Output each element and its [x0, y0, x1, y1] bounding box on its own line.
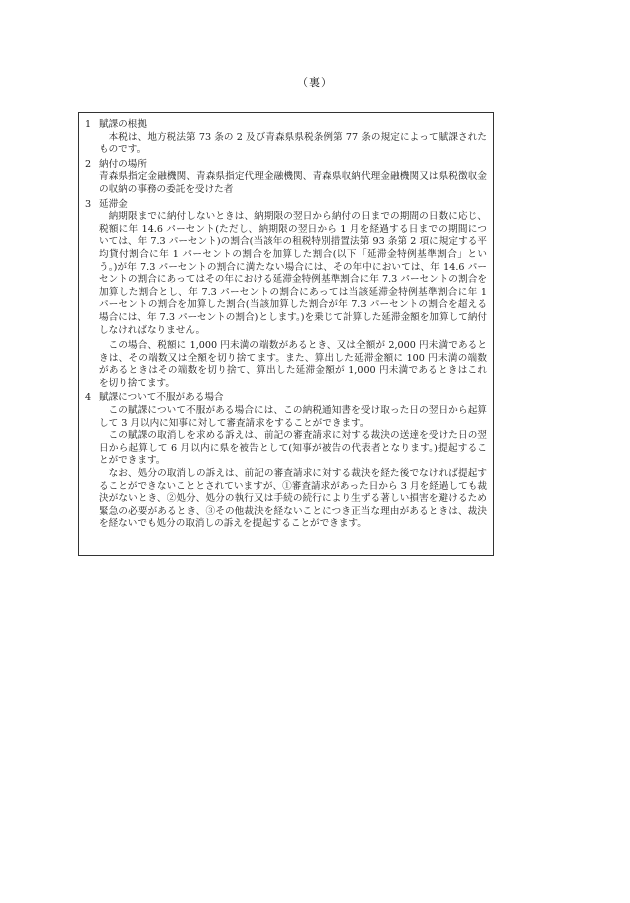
section-title: 延滞金 [99, 198, 128, 210]
section-heading [85, 199, 487, 212]
section-title: 賦課の根拠 [99, 119, 147, 130]
section-number: 2 [85, 158, 92, 170]
section-paragraph: 本税は、地方税法第 73 条の 2 及び青森県県税条例第 77 条の規定によって賦課されたものです。 [99, 131, 487, 156]
section-number: 3 [85, 198, 92, 210]
section-title: 納付の場所 [99, 158, 147, 170]
section-number: 4 [85, 392, 92, 404]
section-paragraph: 納期限までに納付しないときは、納期限の翌日から納付の日までの期間の日数に応じ、税額に年 14.6 パーセント(ただし、納期限の翌日から 1 月を経過する日までの期間については、年 7.3 パーセント)の割合(当該年の租税特別措置法第 93 条第 2 項に規定する平均貸付割合に年 1 パーセントの割合を加算した割合(以下「延滞金特例基準割合」という。)が年 7.3 パーセントの割合に満たない場合には、その年中においては、年 14.6 パーセントの割合にあってはその年における延滞金特例基準割合に年 7.3 パーセントの割合を加算した割合とし、年 7.3 パーセントの割合にあっては当該延滞金特例基準割合に年 1 パーセントの割合を加算した割合(当該加算した割合が年 7.3 パーセントの割合を超える場合には、年 7.3 パーセントの割合)とします。)を乗じて計算した延滞金額を加算して納付しなければなりません。 [99, 211, 487, 336]
section-basis-of-taxation [85, 119, 487, 157]
section-paragraph: この賦課の取消しを求める訴えは、前記の審査請求に対する裁決の送達を受けた日の翌日から起算して 6 月以内に県を被告として(知事が被告の代表者となります。)提起することができます。 [99, 430, 487, 467]
section-title: 賦課について不服がある場合 [99, 392, 224, 404]
section-objection [85, 392, 487, 531]
section-number: 1 [85, 119, 92, 130]
section-heading [85, 159, 487, 172]
section-paragraph: この賦課について不服がある場合には、この納税通知書を受け取った日の翌日から起算して 3 月以内に知事に対して審査請求をすることができます。 [99, 405, 487, 429]
section-paragraph: なお、処分の取消しの訴えは、前記の審査請求に対する裁決を経た後でなければ提起することができないこととされていますが、①審査請求があった日から 3 月を経過しても裁決がないとき、②処分、処分の執行又は手続の続行により生ずる著しい損害を避けるため緊急の必要があるとき、③その他裁決を経ないことにつき正当な理由があるときは、裁決を経ないでも処分の取消しの訴えを提起することができます。 [99, 468, 487, 530]
section-paragraph: 青森県指定金融機関、青森県指定代理金融機関、青森県収納代理金融機関又は県税徴収金の収納の事務の委託を受けた者 [99, 171, 487, 195]
section-heading [85, 392, 487, 405]
page-title: （裏） [297, 76, 333, 89]
section-late-payment [85, 199, 487, 391]
notice-box [78, 112, 494, 556]
section-paragraph: この場合、税額に 1,000 円未満の端数があるとき、又は全額が 2,000 円未満であるときは、その端数又は全額を切り捨てます。また、算出した延滞金額に 100 円未満の端数があるときはその端数を切り捨て、算出した延滞金額が 1,000 円未満であるときはこれを切り捨てます。 [99, 340, 487, 389]
section-payment-place [85, 159, 487, 197]
section-heading [85, 119, 487, 132]
